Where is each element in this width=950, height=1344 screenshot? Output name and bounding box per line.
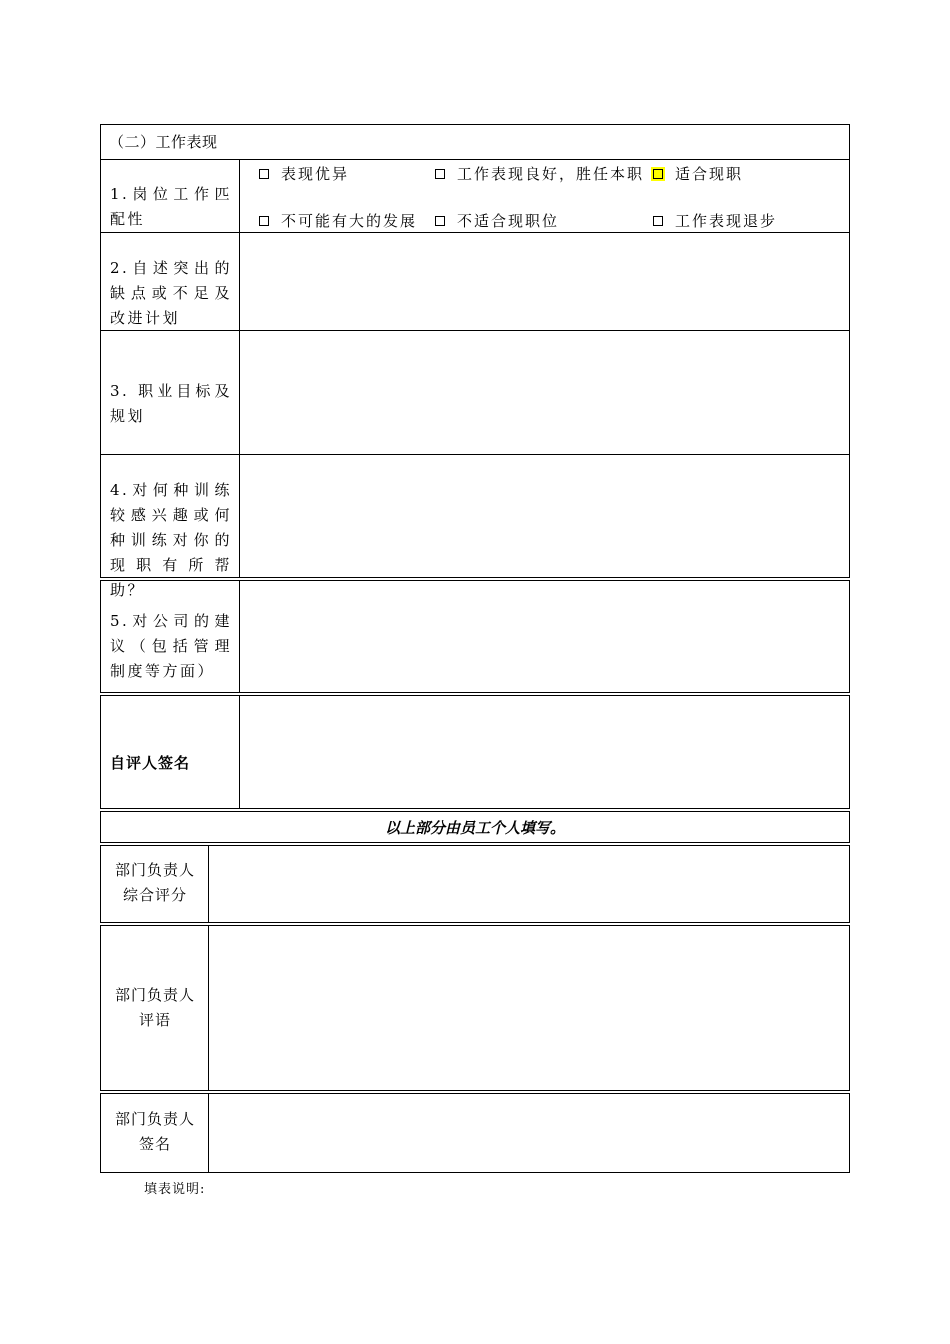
option-excellent[interactable] <box>259 163 349 184</box>
weakness-row <box>100 232 850 330</box>
option-regressing[interactable] <box>653 210 777 231</box>
column-divider <box>208 925 209 1090</box>
manager-signature-label: 部门负责人签名 <box>114 1110 195 1153</box>
self-signature-label: 自评人签名 <box>110 754 191 772</box>
table-bottom-border <box>100 1172 850 1173</box>
checkbox-icon[interactable] <box>435 169 445 179</box>
suggestion-label: 5.对公司的建议（包括管理制度等方面） <box>110 612 232 680</box>
column-divider <box>208 845 209 922</box>
manager-score-row <box>100 845 850 922</box>
column-divider <box>208 1093 209 1172</box>
job-fit-label: 1.岗位工作匹配性 <box>110 185 232 228</box>
checkbox-icon[interactable] <box>259 169 269 179</box>
option-label: 不适合现职位 <box>457 212 560 230</box>
checkbox-icon[interactable] <box>653 169 663 179</box>
option-label: 适合现职 <box>675 165 744 183</box>
manager-comment-label: 部门负责人评语 <box>114 986 195 1029</box>
section-title-row <box>100 124 850 159</box>
career-label: 3. 职业目标及规划 <box>110 382 232 425</box>
suggestion-row <box>100 580 850 692</box>
weakness-label: 2.自述突出的缺点或不足及改进计划 <box>110 259 232 327</box>
checkbox-icon[interactable] <box>259 216 269 226</box>
job-fit-row <box>100 159 850 232</box>
option-suitable-current[interactable] <box>653 163 743 184</box>
checkbox-icon[interactable] <box>653 216 663 226</box>
employee-note: 以上部分由员工个人填写。 <box>384 819 565 837</box>
option-no-development[interactable] <box>259 210 417 231</box>
manager-score-label: 部门负责人综合评分 <box>114 861 195 904</box>
section-title: （二）工作表现 <box>109 133 218 151</box>
career-row <box>100 330 850 454</box>
option-label: 表现优异 <box>281 165 350 183</box>
column-divider <box>239 159 240 232</box>
column-divider <box>239 580 240 692</box>
option-good-competent[interactable] <box>435 163 644 184</box>
option-label: 工作表现退步 <box>675 212 778 230</box>
column-divider <box>239 454 240 577</box>
self-signature-row <box>100 695 850 808</box>
manager-comment-row <box>100 925 850 1090</box>
checkbox-icon[interactable] <box>435 216 445 226</box>
employee-note-row <box>100 811 850 842</box>
option-label: 工作表现良好，胜任本职 <box>457 165 645 183</box>
training-row <box>100 454 850 599</box>
option-not-suitable[interactable] <box>435 210 559 231</box>
column-divider <box>239 330 240 454</box>
option-label: 不可能有大的发展 <box>281 212 418 230</box>
training-label: 4.对何种训练较感兴趣或何种训练对你的现职有所帮助？ <box>110 481 232 599</box>
column-divider <box>239 232 240 330</box>
manager-signature-row <box>100 1093 850 1172</box>
footer-note: 填表说明: <box>144 1182 206 1197</box>
column-divider <box>239 695 240 808</box>
